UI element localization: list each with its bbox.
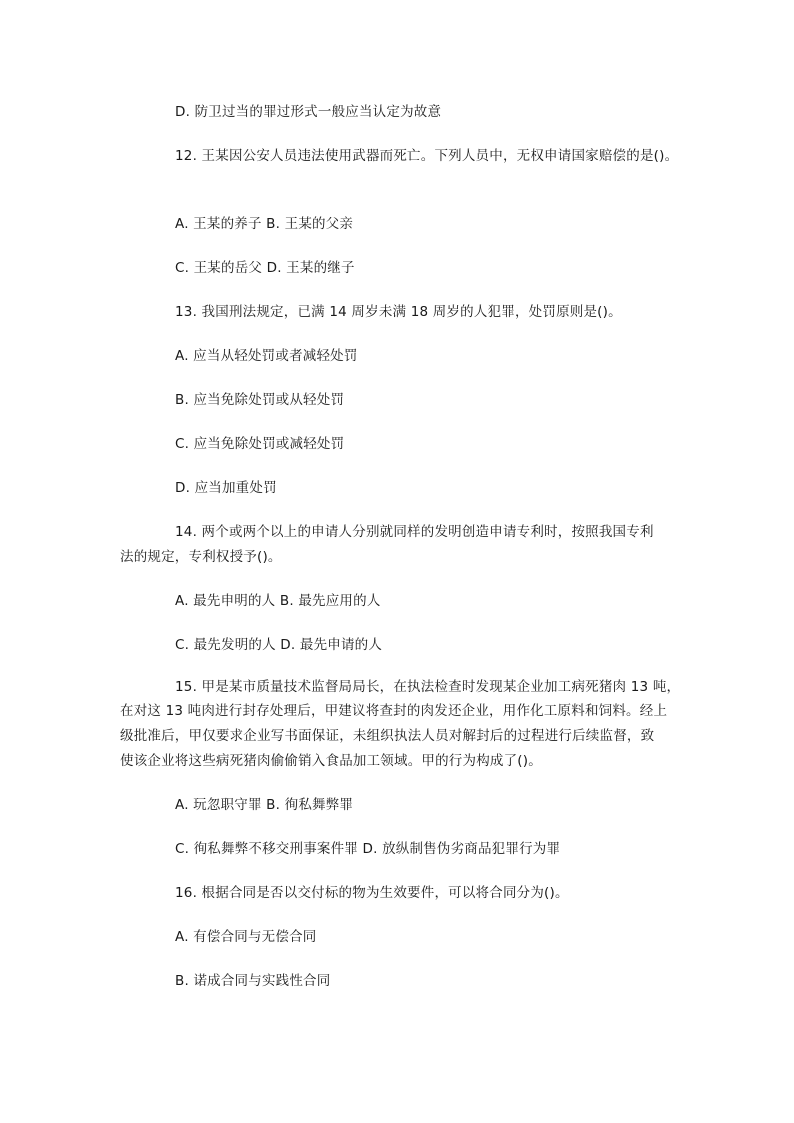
question-text-line: 级批准后，甲仅要求企业写书面保证，未组织执法人员对解封后的过程进行后续监督，致 — [120, 728, 655, 744]
option-text: C. 王某的岳父 D. 王某的继子 — [175, 260, 355, 276]
question-text-line: 14. 两个或两个以上的申请人分别就同样的发明创造申请专利时，按照我国专利 — [175, 524, 654, 540]
option-text: A. 应当从轻处罚或者减轻处罚 — [175, 348, 358, 364]
question-text-line: 在对这 13 吨肉进行封存处理后，甲建议将查封的肉发还企业，用作化工原料和饲料。经上 — [120, 703, 668, 719]
option-text: D. 应当加重处罚 — [175, 480, 277, 496]
option-text: B. 诺成合同与实践性合同 — [175, 973, 331, 989]
question-text: 13. 我国刑法规定，已满 14 周岁未满 18 周岁的人犯罪，处罚原则是()。 — [175, 304, 622, 320]
option-text: D. 防卫过当的罪过形式一般应当认定为故意 — [175, 104, 442, 120]
question-text-line: 使该企业将这些病死猪肉偷偷销入食品加工领域。甲的行为构成了()。 — [120, 753, 542, 769]
option-text: C. 最先发明的人 D. 最先申请的人 — [175, 637, 383, 653]
option-text: A. 玩忽职守罪 B. 徇私舞弊罪 — [175, 797, 354, 813]
option-text: A. 有偿合同与无偿合同 — [175, 929, 317, 945]
question-text: 12. 王某因公安人员违法使用武器而死亡。下列人员中，无权申请国家赔偿的是()。 — [175, 148, 679, 164]
option-text: A. 王某的养子 B. 王某的父亲 — [175, 216, 354, 232]
question-text: 16. 根据合同是否以交付标的物为生效要件，可以将合同分为()。 — [175, 885, 569, 901]
option-text: A. 最先申明的人 B. 最先应用的人 — [175, 593, 381, 609]
question-text-line: 15. 甲是某市质量技术监督局局长，在执法检查时发现某企业加工病死猪肉 13 吨， — [175, 679, 681, 695]
option-text: C. 徇私舞弊不移交刑事案件罪 D. 放纵制售伪劣商品犯罪行为罪 — [175, 841, 561, 857]
option-text: B. 应当免除处罚或从轻处罚 — [175, 392, 345, 408]
option-text: C. 应当免除处罚或减轻处罚 — [175, 436, 345, 452]
question-text-line: 法的规定，专利权授予()。 — [120, 549, 282, 565]
